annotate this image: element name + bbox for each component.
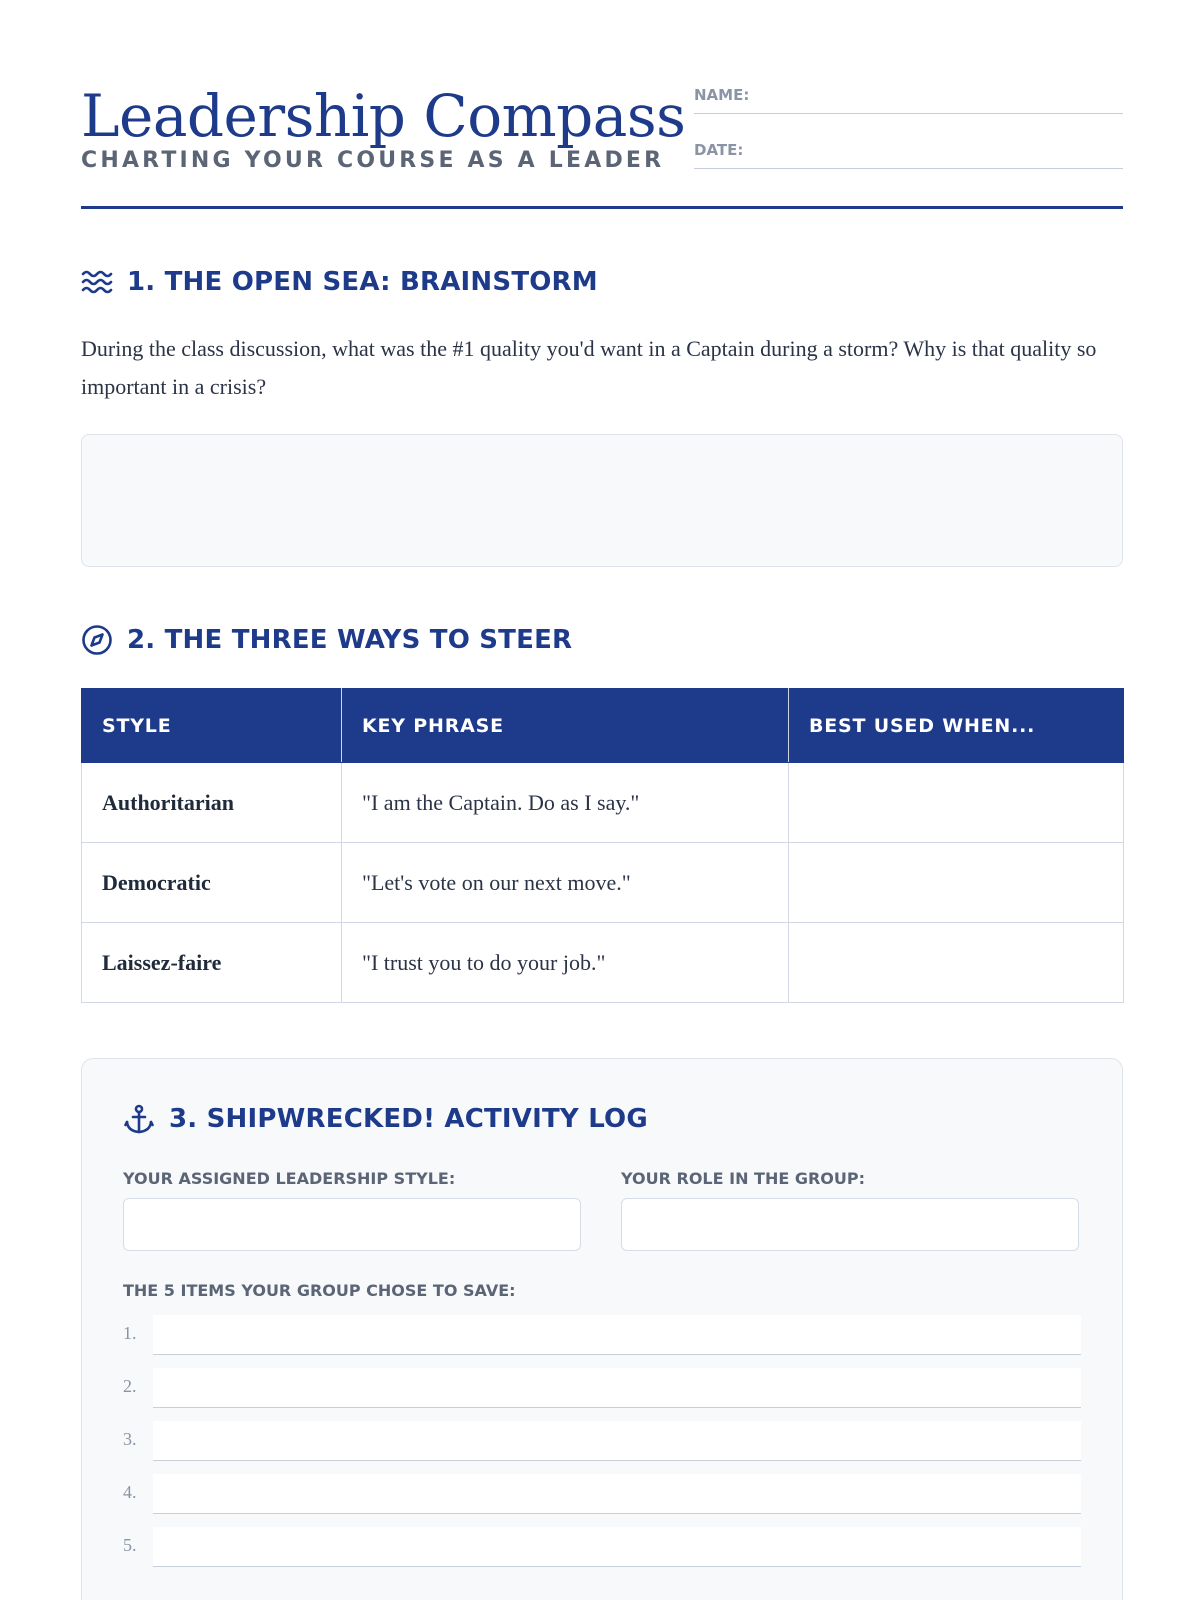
- page-title: Leadership Compass: [81, 82, 686, 150]
- section-3-heading: [123, 1099, 648, 1139]
- section-1-title: 1. THE OPEN SEA: BRAINSTORM: [127, 267, 598, 297]
- list-item: [123, 1474, 1081, 1514]
- assigned-style-label: YOUR ASSIGNED LEADERSHIP STYLE:: [123, 1169, 456, 1188]
- table-header-row: [82, 689, 1124, 763]
- best-used-cell[interactable]: [789, 923, 1124, 1003]
- table-row: [82, 923, 1124, 1003]
- table-row: [82, 763, 1124, 843]
- leadership-styles-table: [81, 688, 1124, 1003]
- assigned-style-input[interactable]: [123, 1198, 581, 1251]
- phrase-cell: "Let's vote on our next move.": [342, 843, 789, 923]
- waves-icon: [81, 265, 115, 299]
- list-item: [123, 1315, 1081, 1355]
- list-item: [123, 1368, 1081, 1408]
- group-role-input[interactable]: [621, 1198, 1079, 1251]
- item-input-line[interactable]: [153, 1368, 1081, 1408]
- brainstorm-prompt: During the class discussion, what was the #1 quality you'd want in a Captain during a storm? Why is that quality so important in a crisis?: [81, 336, 1097, 399]
- list-item: [123, 1421, 1081, 1461]
- date-label: DATE:: [694, 141, 744, 159]
- saved-items-label: THE 5 ITEMS YOUR GROUP CHOSE TO SAVE:: [123, 1281, 516, 1300]
- compass-icon: [81, 623, 115, 657]
- header: [81, 80, 1123, 210]
- group-role-label: YOUR ROLE IN THE GROUP:: [621, 1169, 866, 1188]
- name-field[interactable]: [694, 80, 1123, 114]
- item-input-line[interactable]: [153, 1421, 1081, 1461]
- list-item: [123, 1527, 1081, 1567]
- item-input-line[interactable]: [153, 1527, 1081, 1567]
- item-number: 5.: [123, 1535, 137, 1555]
- section-3-title: 3. SHIPWRECKED! ACTIVITY LOG: [169, 1104, 648, 1134]
- best-used-cell[interactable]: [789, 763, 1124, 843]
- column-header-best-used: BEST USED WHEN...: [789, 689, 1124, 763]
- name-label: NAME:: [694, 86, 750, 104]
- item-number: 2.: [123, 1376, 137, 1396]
- table-row: [82, 843, 1124, 923]
- date-field[interactable]: [694, 135, 1123, 169]
- section-2-heading: [81, 620, 572, 660]
- best-used-cell[interactable]: [789, 843, 1124, 923]
- section-1-heading: [81, 262, 598, 302]
- item-number: 4.: [123, 1482, 137, 1502]
- phrase-cell: "I trust you to do your job.": [342, 923, 789, 1003]
- item-input-line[interactable]: [153, 1474, 1081, 1514]
- column-header-key-phrase: KEY PHRASE: [342, 689, 789, 763]
- phrase-cell: "I am the Captain. Do as I say.": [342, 763, 789, 843]
- style-cell: Authoritarian: [82, 763, 342, 843]
- item-number: 1.: [123, 1323, 137, 1343]
- page-subtitle: CHARTING YOUR COURSE AS A LEADER: [81, 148, 665, 173]
- style-cell: Laissez-faire: [82, 923, 342, 1003]
- item-number: 3.: [123, 1429, 137, 1449]
- header-divider: [81, 206, 1123, 209]
- activity-log-card: [81, 1058, 1123, 1600]
- anchor-icon: [123, 1102, 157, 1136]
- section-2-title: 2. THE THREE WAYS TO STEER: [127, 625, 573, 655]
- style-cell: Democratic: [82, 843, 342, 923]
- column-header-style: STYLE: [82, 689, 342, 763]
- item-input-line[interactable]: [153, 1315, 1081, 1355]
- brainstorm-answer-box[interactable]: [81, 434, 1123, 567]
